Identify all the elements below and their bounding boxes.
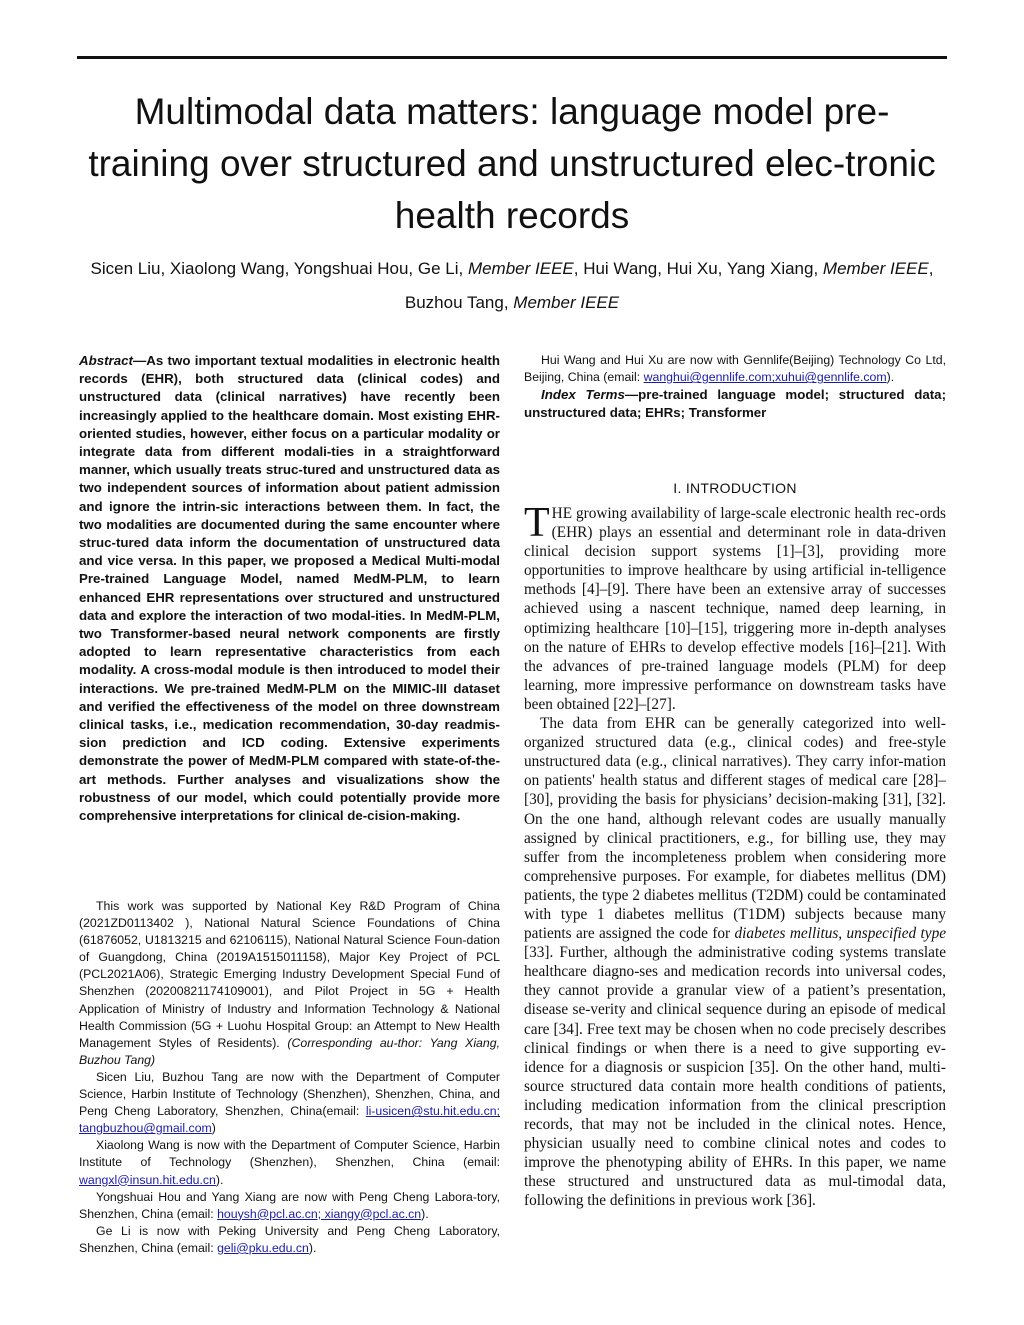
- affiliation-end: ): [211, 1121, 216, 1136]
- funding-text: This work was supported by National Key R&D Program of China (2021ZD0113402 ), National Natural Science Foundations of China (61876052, U1813215 and 62106115), National Natural Science Foun-dation of Guangdong, China (2019A1515011158), Major Key Project of PCL (PCL2021A06), Strategic Emerging Industry Development Special Fund of Shenzhen (20200821174109001), and Pilot Project in 5G + Health Application of Ministry of Industry and Information Technology & National Health Commission (5G + Luohu Hospital Group: an Attempt to New Health Management Styles of Residents).: [79, 899, 500, 1050]
- email-link[interactable]: houysh@pcl.ac.cn; xiangy@pcl.ac.cn: [217, 1206, 422, 1221]
- authors-part-1: Sicen Liu, Xiaolong Wang, Yongshuai Hou, Ge Li,: [90, 259, 468, 278]
- abstract-label: Abstract: [79, 353, 133, 368]
- affiliation-hui: [524, 352, 946, 386]
- authors-part-3: , Buzhou Tang,: [404, 259, 934, 312]
- affiliation-text: Sicen Liu, Buzhou Tang are now with the Department of Computer Science, Harbin Institute of Technology (Shenzhen), Shenzhen, China, and Peng Cheng Laboratory, Shenzhen, China(email:: [79, 1069, 500, 1119]
- index-terms-label: Index Terms: [541, 387, 625, 403]
- intro-paragraph-1: [524, 500, 946, 714]
- affiliation-text: Hui Wang and Hui Xu are now with Gennlife(Beijing) Technology Co Ltd, Beijing, China (email:: [524, 353, 946, 385]
- index-terms-text: —pre-trained language model; structured data; unstructured data; EHRs; Transformer: [524, 387, 946, 421]
- affiliation-end: ).: [215, 1172, 224, 1187]
- affiliation-end: ).: [886, 370, 895, 385]
- index-terms: [524, 386, 946, 422]
- funding-footnote: [79, 898, 500, 1069]
- paragraph-text: The data from EHR can be generally categorized into well-organized structured data (e.g., clinical codes) and free-style unstructured data (e.g., clinical narratives). They carry infor-mation on patients' health status and different stages of medical care [28]–[30], providing the basis for physicians’ decision-making [31], [32]. On the one hand, although relevant codes are usually manually assigned by clinical practitioners, e.g., for billing use, they may suffer from the incompleteness problem when considering more comprehensive purposes. For example, for diabetes mellitus (DM) patients, the type 2 diabetes mellitus (T2DM) could be contaminated with type 1 diabetes mellitus (T1DM) subjects because many patients are assigned the code for: [524, 715, 946, 943]
- paragraph-text: [33]. Further, although the administrative coding systems translate healthcare diagno-ses and medication records into universal codes, they cannot provide a granular view of a patient’s presentation, disease se-verity and clinical sequence during an episode of medical care [34]. Free text may be chosen when no code precisely describes clinical findings or when there is a need to give supporting ev-idence for a diagnosis or suspicion [35]. On the other hand, multi-source structured data contain more health conditions of patients, including medication information from the clinical prescription records, that may not be included in the clinical notes. Hence, physician usually need to combine clinical notes and codes to improve the phenotyping ability of EHRs. In this paper, we name these structured and unstructured data as mul-timodal data, following the definitions in previous work [36].: [524, 944, 946, 1210]
- affiliation-li: [79, 1223, 500, 1257]
- right-column: [524, 352, 947, 1210]
- affiliation-end: ).: [421, 1206, 429, 1221]
- membership-1: Member IEEE: [467, 259, 574, 278]
- section-heading: I. INTRODUCTION: [673, 480, 797, 496]
- italic-term: diabetes mellitus, unspecified type: [734, 925, 947, 943]
- corresponding-authors: (Corresponding au-thor: Yang Xiang, Buzhou Tang): [79, 1035, 500, 1067]
- abstract-dash: —: [132, 353, 147, 368]
- drop-cap: T: [524, 500, 550, 546]
- email-link[interactable]: wanghui@gennlife.com;xuhui@gennlife.com: [643, 370, 887, 385]
- paper-title: Multimodal data matters: language model pre-training over structured and unstructured elec-tronic health records: [88, 91, 936, 236]
- affiliation-text: Yongshuai Hou and Yang Xiang are now with Peng Cheng Labora-tory, Shenzhen, China (email:: [79, 1189, 500, 1221]
- membership-2: Member IEEE: [822, 259, 929, 278]
- abstract-text: As two important textual modalities in electronic health records (EHR), both structured data (clinical codes) and unstructured data (clinical narratives) have recently been increasingly applied to the healthcare domain. Most existing EHR-oriented studies, however, either focus on a particular modality or integrate data from different modali-ties in a straightforward manner, which usually treats struc-tured and unstructured data as two independent sources of information about patient admission and ignore the intrin-sic interactions between them. In fact, the two modalities are documented during the same encounter where struc-tured data inform the documentation of unstructured data and vice versa. In this paper, we proposed a Medical Multi-modal Pre-trained Language Model, named MedM-PLM, to learn enhanced EHR representations over structured and unstructured data and explore the interaction of two modal-ities. In MedM-PLM, two Transformer-based neural network components are firstly adopted to learn representative characteristics from each modality. A cross-modal module is then introduced to model their interactions. We pre-trained MedM-PLM on the MIMIC-III dataset and verified the effectiveness of the model on three downstream clinical tasks, i.e., medication recommendation, 30-day readmis-sion prediction and ICD coding. Extensive experiments demonstrate the power of MedM-PLM compared with state-of-the-art methods. Further analyses and visualizations show the robustness of our model, which could potentially provide more comprehensive interpretations for clinical de-cision-making.: [79, 353, 500, 824]
- membership-3: Member IEEE: [513, 293, 620, 312]
- introduction-body: [524, 500, 947, 1210]
- footnotes: [79, 898, 500, 1257]
- abstract: [79, 352, 500, 825]
- affiliation-wang: [79, 1137, 500, 1188]
- email-link[interactable]: li-usicen@stu.hit.edu.cn; tangbuzhou@gmail.com: [79, 1104, 500, 1136]
- intro-paragraph-2: [524, 714, 946, 1210]
- authors-part-2: , Hui Wang, Hui Xu, Yang Xiang,: [573, 259, 823, 278]
- affiliation-text: Xiaolong Wang is now with the Department of Computer Science, Harbin Institute of Technology (Shenzhen), Shenzhen, China (email:: [79, 1138, 500, 1170]
- left-column: [79, 352, 500, 825]
- affiliation-hou-xiang: [79, 1189, 500, 1223]
- email-link[interactable]: wangxl@insun.hit.edu.cn: [79, 1172, 216, 1187]
- affiliation-text: Ge Li is now with Peking University and Peng Cheng Laboratory, Shenzhen, China (email:: [79, 1223, 500, 1255]
- affiliation-liu-tang: [79, 1069, 500, 1137]
- author-list: [77, 252, 947, 320]
- paragraph-text: HE growing availability of large-scale electronic health rec-ords (EHR) plays an essential and determinant role in data-driven clinical decision support systems [1]–[3], providing more opportunities to improve healthcare by using artificial in-telligence methods [4]–[9]. There have been an extensive array of successes achieved using a nascent technique, named deep learning, in optimizing healthcare [10]–[15], triggering more in-depth analyses on the nature of EHRs to develop effective models [16]–[21]. With the advances of pre-trained language models (PLM) for deep learning, more impressive performance on downstream tasks have been obtained [22]–[27].: [524, 505, 946, 713]
- top-rule: [77, 56, 947, 59]
- email-link[interactable]: geli@pku.edu.cn: [217, 1240, 309, 1255]
- affiliation-end: ).: [308, 1240, 317, 1255]
